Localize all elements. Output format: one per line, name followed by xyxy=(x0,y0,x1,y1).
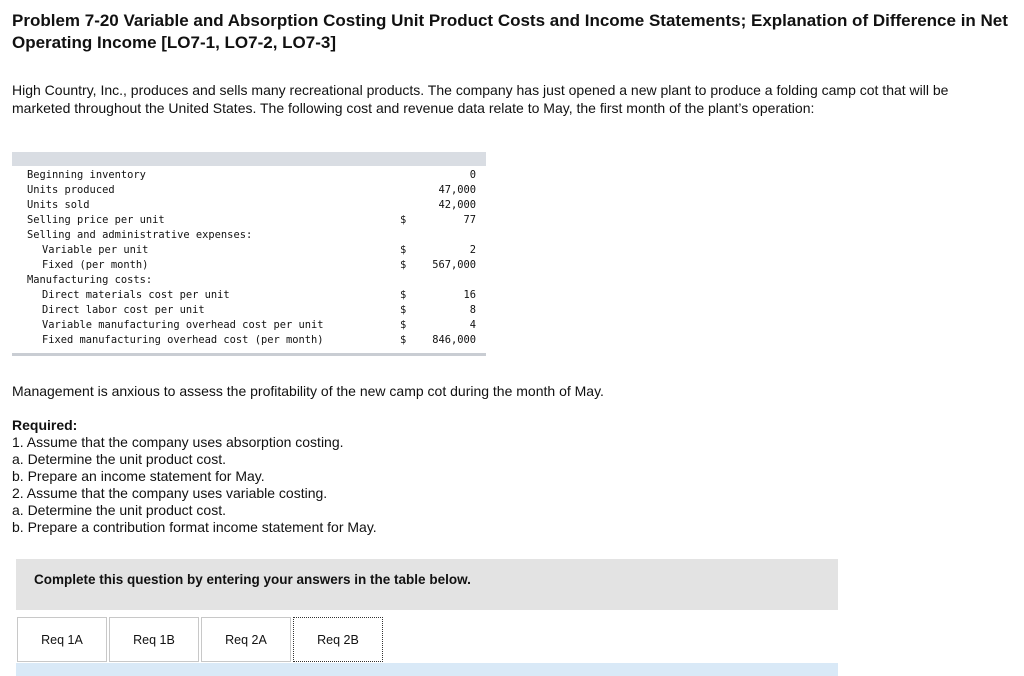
row-currency: $ xyxy=(400,259,407,271)
row-label: Beginning inventory xyxy=(27,169,146,181)
table-row xyxy=(12,213,486,228)
table-row xyxy=(12,288,486,303)
required-line: 2. Assume that the company uses variable costing. xyxy=(12,485,328,501)
table-row xyxy=(12,258,486,273)
row-value: 47,000 xyxy=(438,184,476,196)
row-value: 2 xyxy=(469,244,476,256)
required-line: b. Prepare a contribution format income statement for May. xyxy=(12,519,377,535)
row-currency xyxy=(400,273,414,288)
tab-req-1b[interactable]: Req 1B xyxy=(109,617,199,662)
row-currency xyxy=(400,183,414,198)
row-currency xyxy=(400,228,414,243)
intro-paragraph: High Country, Inc., produces and sells many recreational products. The company has just opened a new plant to produce a folding camp cot that will be marketed throughout the United States. The following cost and revenue data relate to May, the first month of the plant’s operation: xyxy=(12,82,949,116)
row-value: 16 xyxy=(463,289,476,301)
row-label: Fixed (per month) xyxy=(42,259,149,271)
table-row xyxy=(12,333,486,348)
row-label: Units sold xyxy=(27,199,90,211)
row-label: Variable manufacturing overhead cost per unit xyxy=(42,319,324,331)
row-label: Variable per unit xyxy=(42,244,149,256)
answer-area-strip xyxy=(16,663,838,676)
table-row xyxy=(12,273,486,288)
table-row xyxy=(12,318,486,333)
row-currency: $ xyxy=(400,334,407,346)
management-text: Management is anxious to assess the profitability of the new camp cot during the month of May. xyxy=(12,383,604,399)
row-value: 42,000 xyxy=(438,199,476,211)
row-currency: $ xyxy=(400,214,407,226)
row-value: 8 xyxy=(469,304,476,316)
row-label: Fixed manufacturing overhead cost (per month) xyxy=(42,334,324,346)
row-currency xyxy=(400,166,414,183)
row-currency: $ xyxy=(400,319,407,331)
row-value: 0 xyxy=(469,169,476,181)
row-currency: $ xyxy=(400,244,407,256)
row-label: Direct materials cost per unit xyxy=(42,289,230,301)
row-value xyxy=(414,273,486,288)
table-footer-bar xyxy=(12,350,486,356)
problem-title: Problem 7-20 Variable and Absorption Costing Unit Product Costs and Income Statements; Explanation of Difference in Net Operating Income [LO7-1, LO7-2, LO7-3] xyxy=(12,11,1008,52)
row-currency: $ xyxy=(400,304,407,316)
row-currency: $ xyxy=(400,289,407,301)
required-line: a. Determine the unit product cost. xyxy=(12,451,226,467)
table-row xyxy=(12,228,486,243)
row-label: Selling and administrative expenses: xyxy=(27,229,253,241)
row-label: Manufacturing costs: xyxy=(27,274,153,286)
required-line: b. Prepare an income statement for May. xyxy=(12,468,265,484)
instruction-panel xyxy=(16,559,838,610)
table-row xyxy=(12,243,486,258)
required-line: 1. Assume that the company uses absorption costing. xyxy=(12,434,344,450)
required-line: a. Determine the unit product cost. xyxy=(12,502,226,518)
required-section xyxy=(12,417,377,536)
row-value: 4 xyxy=(469,319,476,331)
required-heading: Required: xyxy=(12,417,78,433)
tab-req-2a[interactable]: Req 2A xyxy=(201,617,291,662)
table-row xyxy=(12,183,486,198)
table-row xyxy=(12,198,486,213)
row-label: Selling price per unit xyxy=(27,214,165,226)
row-value xyxy=(414,228,486,243)
row-value: 77 xyxy=(463,214,476,226)
cost-data-table xyxy=(12,152,486,356)
row-value: 567,000 xyxy=(432,259,476,271)
table-header-bar xyxy=(12,152,486,166)
row-label: Direct labor cost per unit xyxy=(42,304,205,316)
instruction-text: Complete this question by entering your answers in the table below. xyxy=(34,572,471,587)
row-label: Units produced xyxy=(27,184,115,196)
tab-req-2b[interactable]: Req 2B xyxy=(293,617,383,662)
row-value: 846,000 xyxy=(432,334,476,346)
row-currency xyxy=(400,198,414,213)
table-row xyxy=(12,303,486,318)
tab-req-1a[interactable]: Req 1A xyxy=(17,617,107,662)
table-row xyxy=(12,166,486,183)
